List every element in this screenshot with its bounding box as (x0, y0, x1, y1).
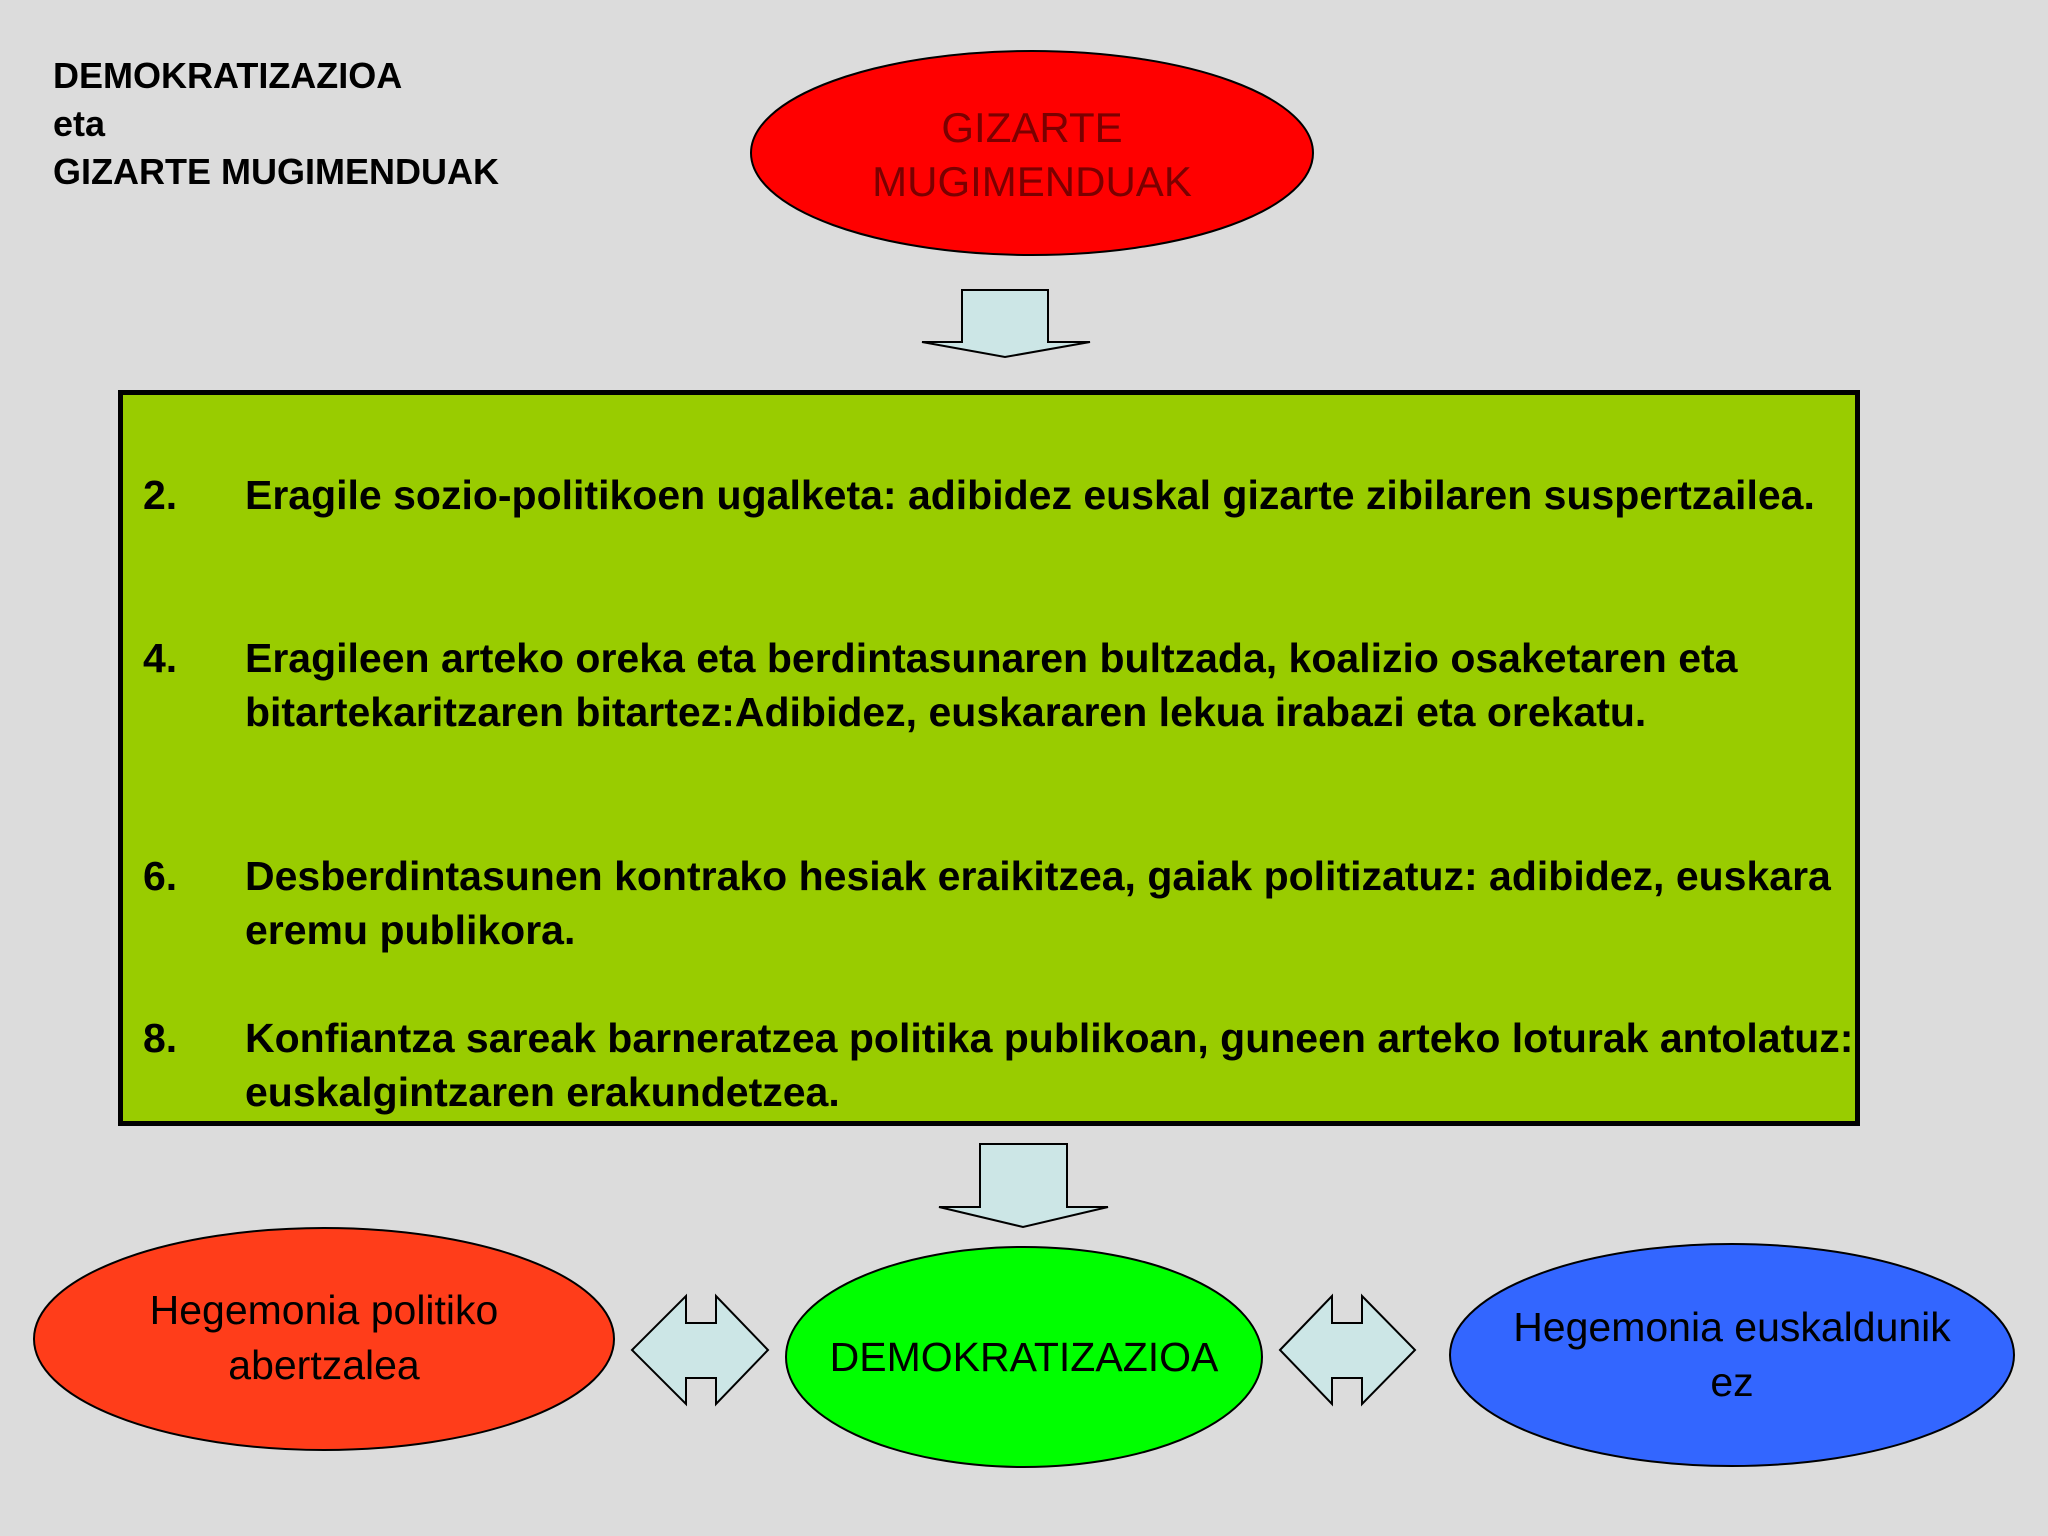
hegemonia-euskaldunik-line-2: ez (1710, 1359, 1754, 1405)
hegemonia-politiko-label (54, 1280, 594, 1396)
title-line-2: eta (53, 103, 106, 144)
measures-box (118, 390, 1860, 1126)
demokratizazioa-text: DEMOKRATIZAZIOA (829, 1333, 1219, 1380)
measure-number: 6. (143, 853, 178, 899)
hegemonia-politiko-line-2: abertzalea (228, 1342, 420, 1388)
hegemonia-euskaldunik-line-1: Hegemonia euskaldunik (1513, 1304, 1951, 1350)
demokratizazioa-label (790, 1325, 1258, 1389)
title-line-3: GIZARTE MUGIMENDUAK (53, 151, 499, 192)
gizarte-mugimenduak-label (752, 95, 1312, 215)
measure-number: 2. (143, 472, 178, 518)
hegemonia-politiko-line-1: Hegemonia politiko (149, 1287, 499, 1333)
hegemonia-euskaldunik-label (1452, 1297, 2012, 1413)
measure-number: 8. (143, 1015, 178, 1061)
title-line-1: DEMOKRATIZAZIOA (53, 55, 403, 96)
measure-text: Desberdintasunen kontrako hesiak eraikitzea, gaiak politizatuz: adibidez, euskara eremu publikora. (245, 853, 1831, 953)
measure-text: Eragile sozio-politikoen ugalketa: adibidez euskal gizarte zibilaren suspertzailea. (245, 472, 1815, 518)
gizarte-mugimenduak-line-1: GIZARTE (941, 104, 1123, 151)
slide-title (53, 52, 499, 196)
measure-text: Eragileen arteko oreka eta berdintasunaren bultzada, koalizio osaketaren eta bitartekaritzaren bitartez:Adibidez, euskararen lekua irabazi eta orekatu. (245, 635, 1738, 735)
gizarte-mugimenduak-line-2: MUGIMENDUAK (872, 158, 1192, 205)
measure-number: 4. (143, 635, 178, 681)
measure-text: Konfiantza sareak barneratzea politika publikoan, guneen arteko loturak antolatuz: euskalgintzaren erakundetzea. (245, 1015, 1854, 1115)
